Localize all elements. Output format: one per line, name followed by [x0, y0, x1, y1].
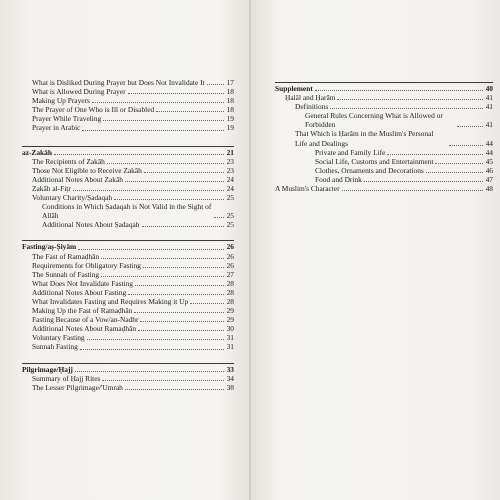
dot-leader [75, 371, 224, 372]
dot-leader [364, 181, 483, 182]
dot-leader [102, 380, 224, 381]
dot-leader [82, 130, 224, 131]
toc-entry-title: The Lesser Pilgrimage/'Umrah [32, 382, 123, 392]
toc-entry[interactable] [22, 78, 234, 87]
toc-entry[interactable] [22, 261, 234, 270]
toc-entry[interactable] [22, 342, 234, 351]
toc-subentry[interactable] [275, 166, 493, 175]
dot-leader [143, 267, 224, 268]
section-page: 26 [226, 242, 234, 252]
dot-leader [330, 108, 483, 109]
toc-entry-page: 19 [226, 114, 234, 124]
toc-entry[interactable] [22, 315, 234, 324]
toc-entry-page: 46 [485, 165, 493, 175]
toc-section-heading-hajj[interactable] [22, 363, 234, 374]
toc-entry[interactable] [22, 105, 234, 114]
toc-entry[interactable] [22, 175, 234, 184]
dot-leader [342, 190, 483, 191]
toc-entry[interactable] [22, 324, 234, 333]
dot-leader [134, 312, 224, 313]
toc-entry-page: 24 [226, 183, 234, 193]
dot-leader [387, 154, 483, 155]
dot-leader [125, 181, 224, 182]
toc-entry-title: Making Up Prayers [32, 96, 90, 106]
dot-leader [107, 163, 224, 164]
toc-entry-title: Prayer While Traveling [32, 114, 102, 124]
toc-entry[interactable] [22, 114, 234, 123]
toc-entry[interactable] [22, 184, 234, 193]
toc-entry-page: 41 [485, 102, 493, 112]
dot-leader [207, 84, 224, 85]
toc-subentry[interactable] [275, 102, 493, 111]
dot-leader [101, 276, 224, 277]
toc-entry-page: 25 [226, 193, 234, 203]
toc-entry-page: 44 [485, 147, 493, 157]
toc-entry-page: 29 [226, 306, 234, 316]
toc-entry-title: Voluntary Charity/Ṣadaqah [32, 193, 113, 203]
dot-leader [140, 321, 224, 322]
toc-entry[interactable] [22, 96, 234, 105]
toc-entry-title: Definitions [295, 102, 329, 112]
toc-entry-title: Voluntary Fasting [32, 333, 85, 343]
toc-entry-title: Making Up the Fast of Ramaḍhān [32, 306, 133, 316]
dot-leader [190, 303, 224, 304]
toc-entry-title: Clothes, Ornaments and Decorations [315, 165, 424, 175]
toc-entry-title: Additional Notes About Ramaḍhān [32, 324, 137, 334]
toc-subentry[interactable] [275, 148, 493, 157]
toc-entry[interactable] [22, 297, 234, 306]
toc-entry-title: What is Allowed During Prayer [32, 87, 126, 97]
dot-leader [92, 102, 224, 103]
toc-entry-page: 29 [226, 315, 234, 325]
toc-entry[interactable] [22, 279, 234, 288]
dot-leader [78, 249, 224, 250]
toc-entry-page: 45 [485, 156, 493, 166]
right-page [251, 0, 500, 500]
toc-entry-title: Conditions in Which Ṣadaqah is Not Valid in the Sight of Allāh [42, 202, 212, 221]
toc-entry[interactable] [22, 383, 234, 392]
toc-entry[interactable] [275, 93, 493, 102]
dot-leader [125, 389, 224, 390]
toc-subentry[interactable] [275, 175, 493, 184]
toc-subentry[interactable] [22, 202, 234, 220]
toc-entry[interactable] [22, 166, 234, 175]
toc-entry-title: The Fast of Ramaḍhān [32, 251, 100, 261]
toc-entry-title: Fasting Because of a Vow/an-Nadhr [32, 315, 139, 325]
section-page: 40 [485, 84, 493, 93]
dot-leader [315, 90, 483, 91]
toc-entry-page: 24 [226, 174, 234, 184]
toc-subentry[interactable] [22, 220, 234, 229]
dot-leader [138, 330, 224, 331]
toc-entry-page: 28 [226, 287, 234, 297]
toc-entry-page: 31 [226, 333, 234, 343]
dot-leader [337, 99, 483, 100]
toc-subentry[interactable] [275, 157, 493, 166]
dot-leader [73, 190, 224, 191]
toc-subentry[interactable] [275, 129, 493, 147]
dot-leader [135, 285, 224, 286]
toc-entry-page: 26 [226, 260, 234, 270]
toc-entry[interactable] [22, 306, 234, 315]
toc-entry-title: The Recipients of Zakāh [32, 156, 105, 166]
section-title: Fasting/aṣ-Ṣiyām [22, 242, 77, 252]
left-toc-column [22, 78, 234, 392]
section-title: Pilgrimage/Ḥajj [22, 364, 73, 374]
toc-entry-title: Additional Notes About Fasting [32, 287, 127, 297]
toc-entry-title: Those Not Eligible to Receive Zakāh [32, 165, 142, 175]
dot-leader [426, 172, 483, 173]
toc-entry-page: 31 [226, 342, 234, 352]
toc-entry-title: What Does Not Invalidate Fasting [32, 278, 133, 288]
section-title: az-Zakāh [22, 147, 52, 157]
toc-entry-page: 30 [226, 324, 234, 334]
toc-entry[interactable] [22, 270, 234, 279]
toc-entry-title: A Muslim's Character [275, 184, 340, 194]
toc-entry-page: 28 [226, 278, 234, 288]
toc-entry-page: 44 [485, 138, 493, 148]
toc-entry-page: 34 [226, 373, 234, 383]
section-title: Supplement [275, 84, 313, 93]
dot-leader [87, 339, 224, 340]
toc-entry-page: 38 [226, 382, 234, 392]
toc-entry-page: 28 [226, 296, 234, 306]
dot-leader [457, 126, 483, 127]
toc-entry-page: 18 [226, 105, 234, 115]
toc-entry-page: 41 [485, 93, 493, 103]
toc-subentry[interactable] [275, 111, 493, 129]
toc-entry[interactable] [22, 374, 234, 383]
dot-leader [142, 226, 224, 227]
toc-entry-title: Summary of Ḥajj Rites [32, 373, 101, 383]
toc-entry-page: 18 [226, 87, 234, 97]
dot-leader [114, 199, 224, 200]
toc-entry-title: Ḥalāl and Ḥarām [285, 93, 336, 103]
toc-entry-page: 17 [226, 78, 234, 87]
toc-entry[interactable] [22, 288, 234, 297]
toc-entry-page: 25 [226, 211, 234, 221]
dot-leader [214, 217, 224, 218]
toc-section-heading-zakah[interactable] [22, 146, 234, 157]
toc-entry-title: The Prayer of One Who is Ill or Disabled [32, 105, 155, 115]
toc-entry-title: General Rules Concerning What is Allowed or Forbidden [305, 111, 443, 130]
toc-entry-page: 25 [226, 220, 234, 230]
toc-entry-page: 41 [485, 120, 493, 130]
toc-entry-title: The Sunnah of Fasting [32, 269, 100, 279]
toc-entry-page: 23 [226, 165, 234, 175]
toc-entry-page: 48 [485, 184, 493, 194]
dot-leader [435, 163, 483, 164]
toc-entry-title: Private and Family Life [315, 147, 386, 157]
toc-entry[interactable] [22, 193, 234, 202]
left-page [0, 0, 249, 500]
dot-leader [54, 154, 224, 155]
toc-entry-page: 27 [226, 269, 234, 279]
toc-entry-title: Zakāh al-Fiṭr [32, 183, 71, 193]
toc-entry-page: 18 [226, 96, 234, 106]
toc-entry-page: 47 [485, 174, 493, 184]
dot-leader [156, 111, 224, 112]
toc-entry-title: What is Disliked During Prayer but Does Not Invalidate It [32, 78, 205, 87]
toc-section-heading-supplement[interactable] [275, 82, 493, 93]
dot-leader [144, 172, 224, 173]
toc-entry-title: Prayer in Arabic [32, 123, 81, 133]
toc-entry-title: Social Life, Customs and Entertainment [315, 156, 434, 166]
toc-entry[interactable] [22, 123, 234, 132]
dot-leader [449, 145, 483, 146]
toc-entry-title: Sunnah Fasting [32, 342, 78, 352]
toc-entry[interactable] [22, 157, 234, 166]
toc-entry-title: What Invalidates Fasting and Requires Making it Up [32, 296, 189, 306]
dot-leader [128, 93, 224, 94]
toc-entry[interactable] [275, 184, 493, 193]
toc-entry[interactable] [22, 252, 234, 261]
toc-entry-title: That Which is Ḥarām in the Muslim's Personal Life and Dealings [295, 129, 434, 148]
dot-leader [101, 258, 224, 259]
toc-entry-page: 19 [226, 123, 234, 133]
dot-leader [80, 349, 224, 350]
right-toc-column [275, 82, 493, 193]
section-page: 33 [226, 364, 234, 374]
toc-entry-page: 23 [226, 156, 234, 166]
dot-leader [103, 120, 224, 121]
toc-entry-title: Additional Notes About Ṣadaqah [42, 220, 140, 230]
toc-entry-title: Additional Notes About Zakāh [32, 174, 123, 184]
toc-entry[interactable] [22, 87, 234, 96]
toc-section-heading-fasting[interactable] [22, 240, 234, 251]
toc-entry-title: Food and Drink [315, 174, 362, 184]
section-page: 21 [226, 147, 234, 157]
toc-entry-title: Requirements for Obligatory Fasting [32, 260, 141, 270]
toc-entry[interactable] [22, 333, 234, 342]
toc-entry-page: 26 [226, 251, 234, 261]
dot-leader [128, 294, 224, 295]
